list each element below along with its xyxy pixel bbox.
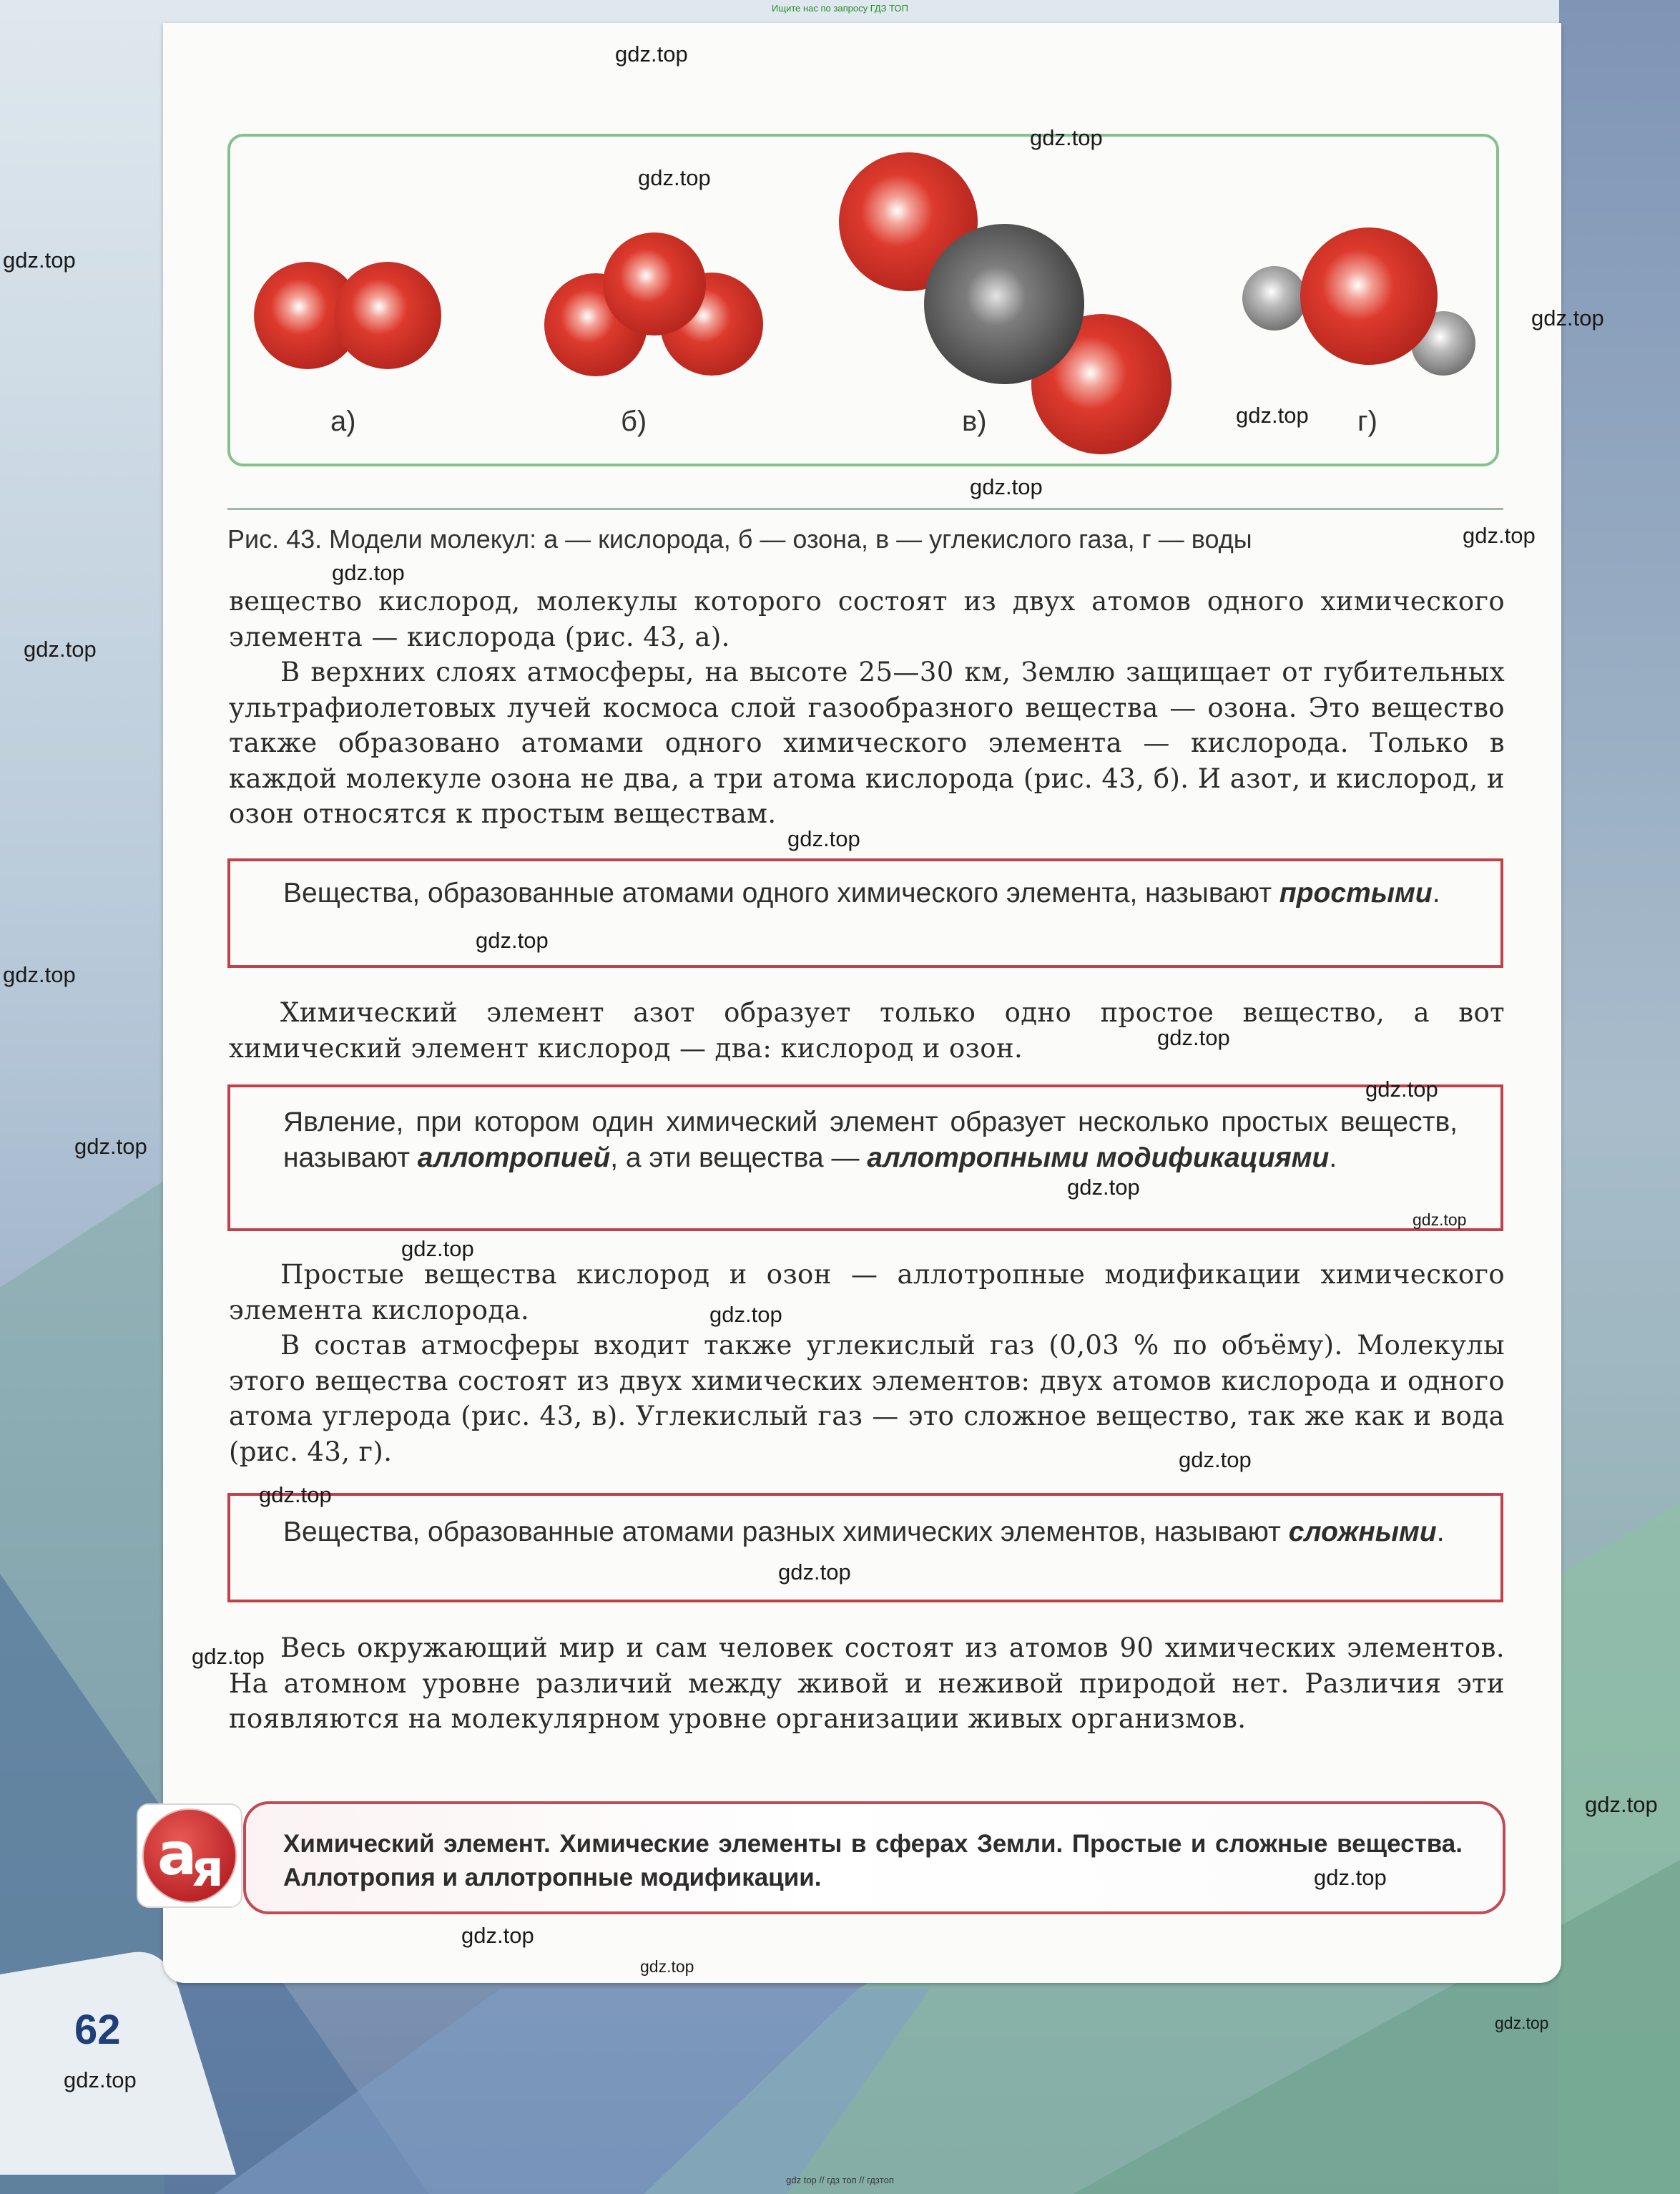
figure-caption: Рис. 43. Модели молекул: а — кислорода, б — озона, в — углекислого газа, г — воды: [227, 524, 1252, 554]
watermark: gdz.top: [64, 2067, 137, 2092]
watermark: gdz.top: [259, 1482, 332, 1507]
figure-label-a: а): [330, 406, 356, 437]
watermark: gdz.top: [709, 1302, 782, 1327]
ozone-molecule-model: [544, 232, 763, 376]
definition-text: Вещества, образованные атомами одного химического элемента, называют: [283, 878, 1279, 909]
definition-end: .: [1432, 878, 1440, 909]
watermark: gdz.top: [1179, 1447, 1252, 1472]
definition-end: .: [1436, 1517, 1445, 1547]
definition-term: аллотропными модификациями: [867, 1142, 1330, 1173]
paragraph: В верхних слоях атмосферы, на высоте 25—30 км, Землю защищает от губительных ультрафиолетовых лучей космоса слой газообразного вещества — озона. Это вещество также образовано атомами одного химического элемента — кислорода. Только в каждой молекуле озона не два, а три атома кислорода (рис. 43, б). И азот, и кислород, и озон относятся к простым веществам.: [229, 657, 1505, 829]
watermark: gdz.top: [3, 248, 76, 273]
figure-label-v: в): [962, 406, 987, 437]
page-number: 62: [74, 2007, 121, 2053]
paragraph: Простые вещества кислород и озон — аллотропные модификации химического элемента кислорода.: [229, 1259, 1505, 1326]
figure-label-b: б): [621, 406, 647, 437]
footer-note: gdz top // гдз топ // гдзтоп: [786, 2175, 894, 2185]
watermark: gdz.top: [24, 637, 97, 662]
oxygen-molecule-model: [254, 262, 441, 369]
watermark: gdz.top: [1236, 403, 1309, 428]
watermark: gdz.top: [74, 1134, 147, 1159]
definition-allotropy: [227, 1084, 1503, 1231]
watermark: gdz.top: [1067, 1175, 1140, 1200]
watermark: gdz.top: [476, 928, 549, 953]
figure-label-g: г): [1357, 406, 1377, 437]
watermark: gdz.top: [615, 41, 688, 67]
watermark: gdz.top: [1463, 523, 1536, 548]
text-block-1: [229, 584, 1505, 832]
watermark: gdz.top: [1365, 1077, 1438, 1102]
text-block-3: [229, 1257, 1505, 1469]
watermark: gdz.top: [787, 826, 860, 851]
definition-simple-substances: [227, 858, 1503, 968]
watermark: gdz.top: [1030, 125, 1103, 150]
definition-term: сложными: [1288, 1517, 1437, 1547]
definition-term: аллотропией: [417, 1142, 611, 1173]
watermark: gdz.top: [970, 474, 1043, 499]
watermark: gdz.top: [332, 560, 405, 585]
watermark: gdz.top: [638, 165, 711, 190]
definition-text: Вещества, образованные атомами разных химических элементов, называют: [283, 1517, 1289, 1547]
svg-text:я: я: [192, 1839, 224, 1898]
watermark: gdz.top: [1585, 1792, 1658, 1817]
definition-text: , а эти вещества —: [610, 1142, 868, 1173]
text-block-2: [229, 995, 1505, 1066]
definition-text: Явление, при котором один химический элемент образует несколько простых веществ, называют: [283, 1107, 1458, 1173]
carbon-dioxide-molecule-model: [839, 152, 1171, 454]
paragraph: вещество кислород, молекулы которого состоят из двух атомов одного химического элемента — кислорода (рис. 43, а).: [229, 586, 1505, 652]
watermark: gdz.top: [192, 1644, 265, 1669]
watermark: gdz.top: [1495, 2014, 1549, 2032]
paragraph: Химический элемент азот образует только одно простое вещество, а вот химический элемент кислород — два: кислород и озон.: [229, 997, 1505, 1064]
definition-complex-substances: [227, 1493, 1503, 1602]
definition-term: простыми: [1279, 878, 1433, 909]
watermark: gdz.top: [1413, 1210, 1467, 1229]
definition-end: .: [1329, 1142, 1337, 1173]
watermark: gdz.top: [640, 1957, 694, 1976]
watermark: gdz.top: [778, 1559, 851, 1585]
watermark: gdz.top: [1157, 1025, 1230, 1050]
aya-logo-icon: [136, 1803, 243, 1909]
watermark: gdz.top: [1314, 1865, 1387, 1890]
watermark: gdz.top: [3, 962, 76, 987]
watermark: gdz.top: [461, 1923, 534, 1948]
text-block-4: [229, 1630, 1505, 1737]
watermark: gdz.top: [1531, 305, 1604, 330]
paragraph: Весь окружающий мир и сам человек состоят из атомов 90 химических элементов. На атомном уровне различий между живой и неживой природой нет. Различия эти появляются на молекулярном уровне организации живых организмов.: [229, 1632, 1505, 1734]
svg-text:а: а: [157, 1821, 197, 1889]
water-molecule-model: [1242, 227, 1475, 376]
watermark: gdz.top: [401, 1236, 474, 1261]
summary-box: Химический элемент. Химические элементы в сферах Земли. Простые и сложные вещества. Аллотропия и аллотропные модификации.: [243, 1801, 1505, 1914]
caption-divider: [227, 508, 1503, 510]
header-note: Ищите нас по запросу ГДЗ ТОП: [772, 3, 908, 14]
paragraph: В состав атмосферы входит также углекислый газ (0,03 % по объёму). Молекулы этого вещества состоят из двух химических элементов: двух атомов кислорода и одного атома углерода (рис. 43, в). Углекислый газ — это сложное вещество, так же как и вода (рис. 43, г).: [229, 1330, 1505, 1467]
